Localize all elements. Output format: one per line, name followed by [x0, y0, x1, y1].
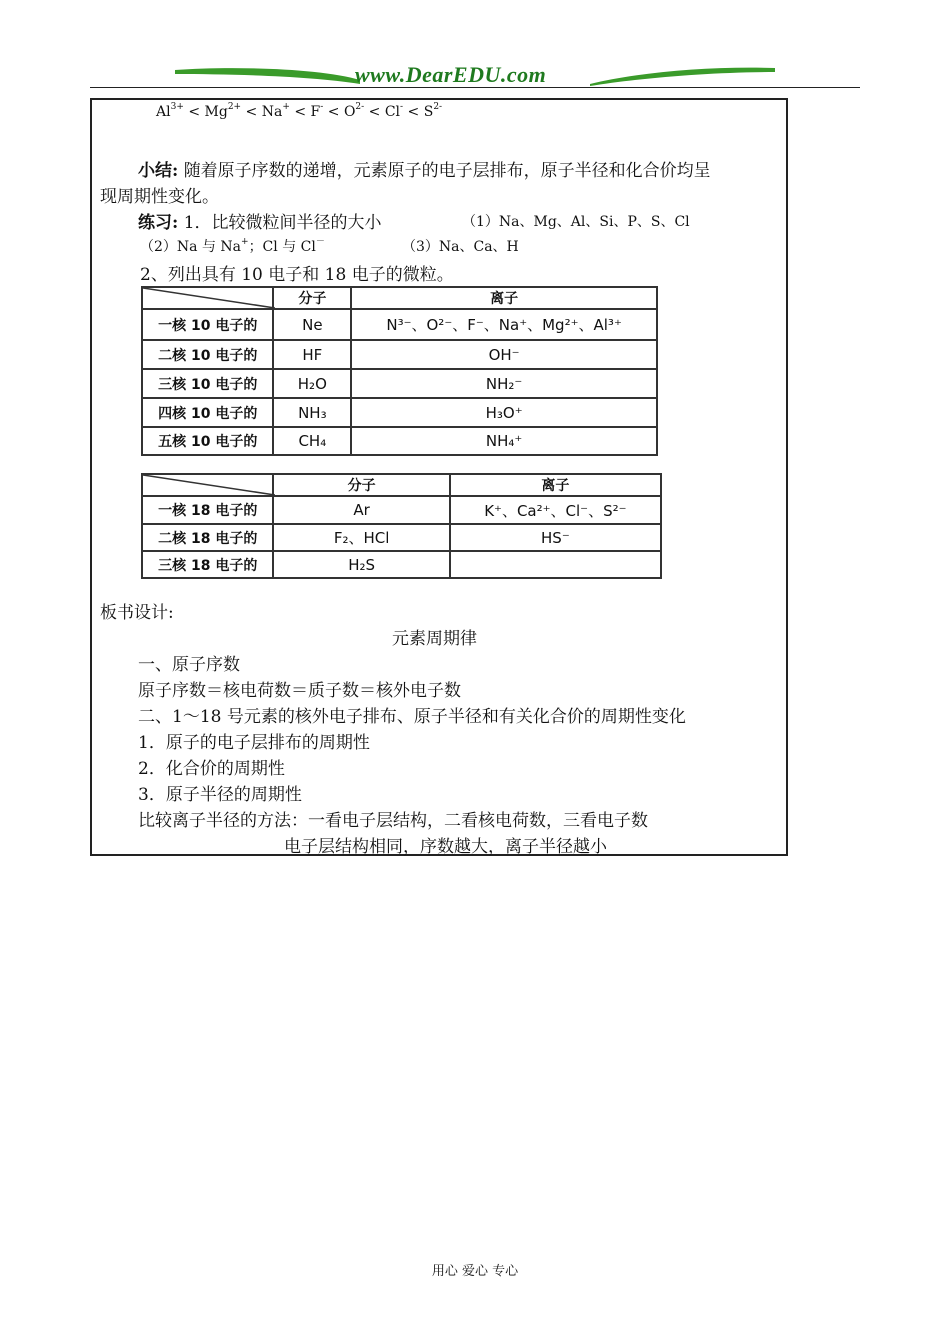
- site-logo: [170, 60, 780, 88]
- row-label: 三核 10 电子的: [142, 369, 273, 398]
- col-header-ion: 离子: [450, 474, 661, 496]
- board-title: 元素周期律: [392, 629, 477, 649]
- row-label: 二核 10 电子的: [142, 340, 273, 369]
- board-section-1: 一、原子序数: [138, 655, 240, 675]
- row-label: 二核 18 电子的: [142, 524, 273, 551]
- row-label: 一核 10 电子的: [142, 309, 273, 340]
- summary-line-2: 现周期性变化。: [100, 187, 219, 207]
- practice-item-1-list: （1）Na、Mg、Al、Si、P、S、Cl: [462, 214, 690, 230]
- col-header-ion: 离子: [351, 287, 657, 309]
- table-corner-cell: [142, 287, 273, 309]
- table-row: [142, 496, 661, 524]
- page-footer: 用心 爱心 专心: [431, 1264, 519, 1279]
- board-label: 板书设计:: [100, 603, 174, 623]
- radius-order-line: $Al^{3+} < Mg^{2+} < Na^+ < F^- < O^{2-} < Cl^- < S^{2-}$: [156, 102, 443, 120]
- row-label: 一核 18 电子的: [142, 496, 273, 524]
- row-label: 四核 10 电子的: [142, 398, 273, 427]
- logo-text: www.DearEDU.com: [355, 62, 547, 87]
- practice-list-task: 2、列出具有 10 电子和 18 电子的微粒。: [140, 265, 454, 285]
- ion-cell: NH₂⁻: [351, 369, 657, 398]
- table-row: [142, 340, 657, 369]
- col-header-molecule: 分子: [273, 287, 351, 309]
- board-item-2: 2．化合价的周期性: [138, 759, 285, 779]
- ion-cell: NH₄⁺: [351, 427, 657, 455]
- header-rule: [90, 87, 860, 88]
- molecule-cell: Ne: [273, 309, 351, 340]
- row-label: 三核 18 电子的: [142, 551, 273, 578]
- molecule-cell: HF: [273, 340, 351, 369]
- ion-cell: H₃O⁺: [351, 398, 657, 427]
- board-rule: 电子层结构相同，序数越大，离子半径越小: [284, 837, 607, 857]
- col-header-molecule: 分子: [273, 474, 449, 496]
- board-item-1: 1．原子的电子层排布的周期性: [138, 733, 370, 753]
- molecule-cell: H₂S: [273, 551, 449, 578]
- summary-label: 小结:: [138, 161, 179, 181]
- molecule-cell: H₂O: [273, 369, 351, 398]
- row-label: 五核 10 电子的: [142, 427, 273, 455]
- board-section-1-text: 原子序数＝核电荷数＝质子数＝核外电子数: [138, 681, 461, 701]
- table-row: [142, 398, 657, 427]
- practice-item-1: 1．比较微粒间半径的大小: [183, 213, 382, 233]
- ion-cell: K⁺、Ca²⁺、Cl⁻、S²⁻: [450, 496, 661, 524]
- table-corner-cell: [142, 474, 273, 496]
- practice-item-3: （3）Na、Ca、H: [402, 239, 519, 255]
- summary-text: 随着原子序数的递增，元素原子的电子层排布，原子半径和化合价均呈: [183, 161, 711, 181]
- table-row: [142, 369, 657, 398]
- practice-line-1: [138, 208, 382, 233]
- table-18-electron: [141, 473, 662, 579]
- molecule-cell: F₂、HCl: [273, 524, 449, 551]
- table-row: [142, 427, 657, 455]
- table-row: [142, 551, 661, 578]
- summary-line: [138, 156, 711, 181]
- table-row: [142, 309, 657, 340]
- board-item-3: 3．原子半径的周期性: [138, 785, 302, 805]
- ion-cell: OH⁻: [351, 340, 657, 369]
- practice-item-2: （2）Na 与 Na+；Cl 与 Cl－: [140, 237, 325, 255]
- ion-cell: HS⁻: [450, 524, 661, 551]
- ion-cell: [450, 551, 661, 578]
- board-section-2: 二、1～18 号元素的核外电子排布、原子半径和有关化合价的周期性变化: [138, 707, 686, 727]
- table-row: [142, 524, 661, 551]
- practice-label: 练习:: [138, 213, 179, 233]
- molecule-cell: CH₄: [273, 427, 351, 455]
- table-10-electron: [141, 286, 658, 456]
- molecule-cell: Ar: [273, 496, 449, 524]
- molecule-cell: NH₃: [273, 398, 351, 427]
- board-method: 比较离子半径的方法：一看电子层结构，二看核电荷数，三看电子数: [138, 811, 648, 831]
- ion-cell: N³⁻、O²⁻、F⁻、Na⁺、Mg²⁺、Al³⁺: [351, 309, 657, 340]
